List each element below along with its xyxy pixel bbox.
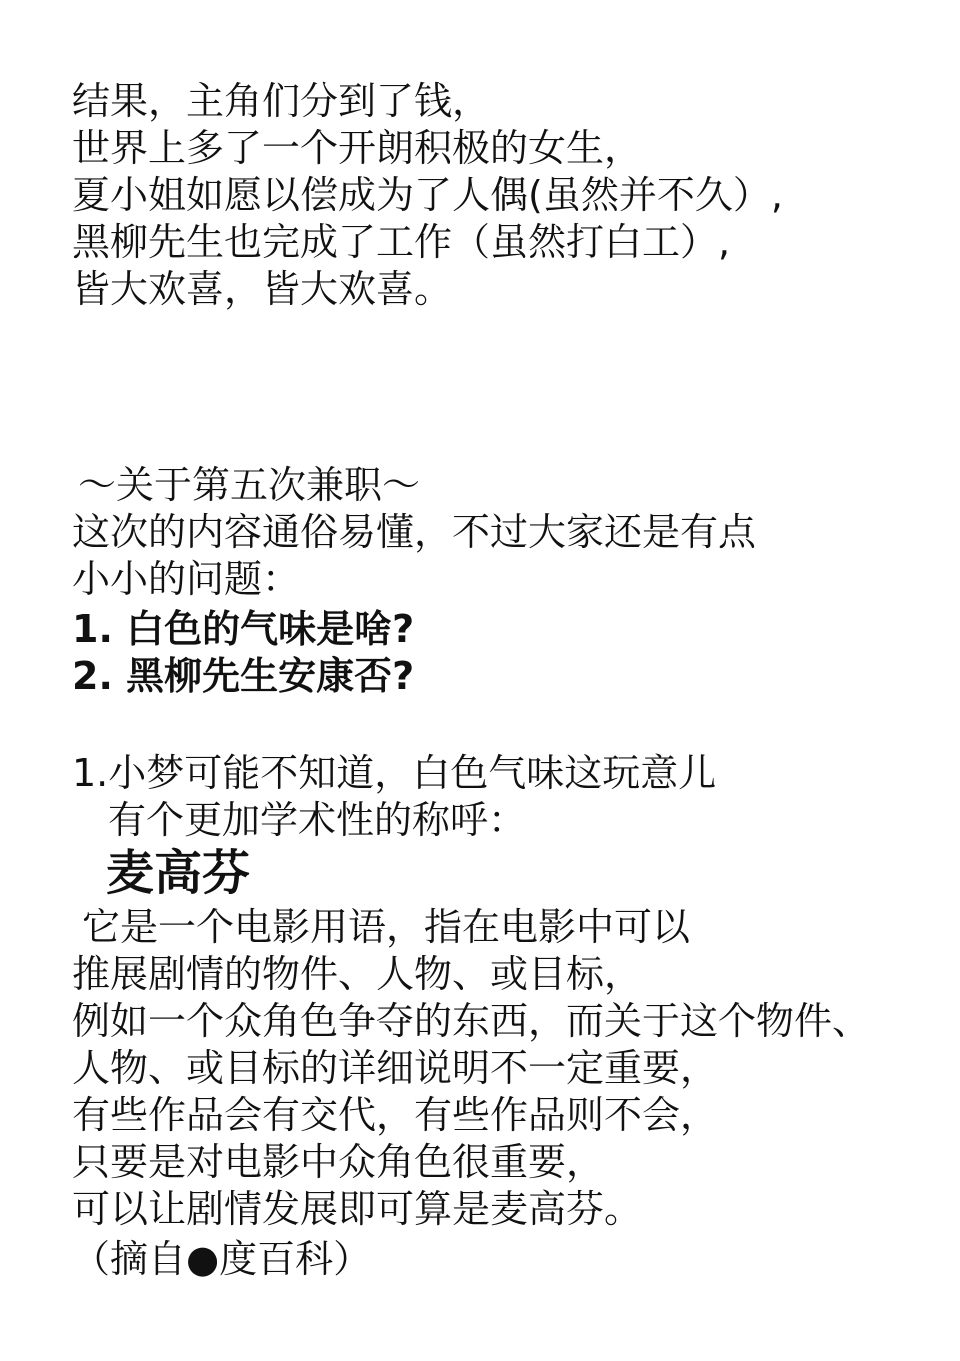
text-line: 只要是对电影中众角色很重要， xyxy=(72,1140,605,1184)
text-line: 夏小姐如愿以偿成为了人偶(虽然并不久）, xyxy=(72,173,783,217)
source-citation: （摘自●度百科） xyxy=(72,1237,372,1281)
text-line: 结果，主角们分到了钱， xyxy=(72,79,491,123)
question-item: 2. 黑柳先生安康否? xyxy=(72,654,415,698)
text-line: 人物、或目标的详细说明不一定重要， xyxy=(72,1046,719,1090)
text-line: 这次的内容通俗易懂，不过大家还是有点 xyxy=(72,510,757,554)
text-line: 1.小梦可能不知道，白色气味这玩意儿 xyxy=(72,751,717,795)
text-line: 推展剧情的物件、人物、或目标， xyxy=(72,952,643,996)
text-line: 小小的问题： xyxy=(72,557,301,601)
text-line: 世界上多了一个开朗积极的女生， xyxy=(72,126,643,170)
text-line: 有些作品会有交代，有些作品则不会， xyxy=(72,1093,719,1137)
text-line: 它是一个电影用语，指在电影中可以 xyxy=(82,905,691,949)
section-heading: ～关于第五次兼职～ xyxy=(78,463,421,507)
text-line: 可以让剧情发展即可算是麦高芬。 xyxy=(72,1187,643,1231)
question-item: 1. 白色的气味是啥? xyxy=(72,607,415,651)
text-line: 有个更加学术性的称呼： xyxy=(108,798,527,842)
text-line: 黑柳先生也完成了工作（虽然打白工）, xyxy=(72,220,731,264)
text-line: 皆大欢喜，皆大欢喜。 xyxy=(72,267,453,311)
term-heading: 麦高芬 xyxy=(106,845,251,901)
text-line: 例如一个众角色争夺的东西，而关于这个物件、 xyxy=(72,999,871,1043)
